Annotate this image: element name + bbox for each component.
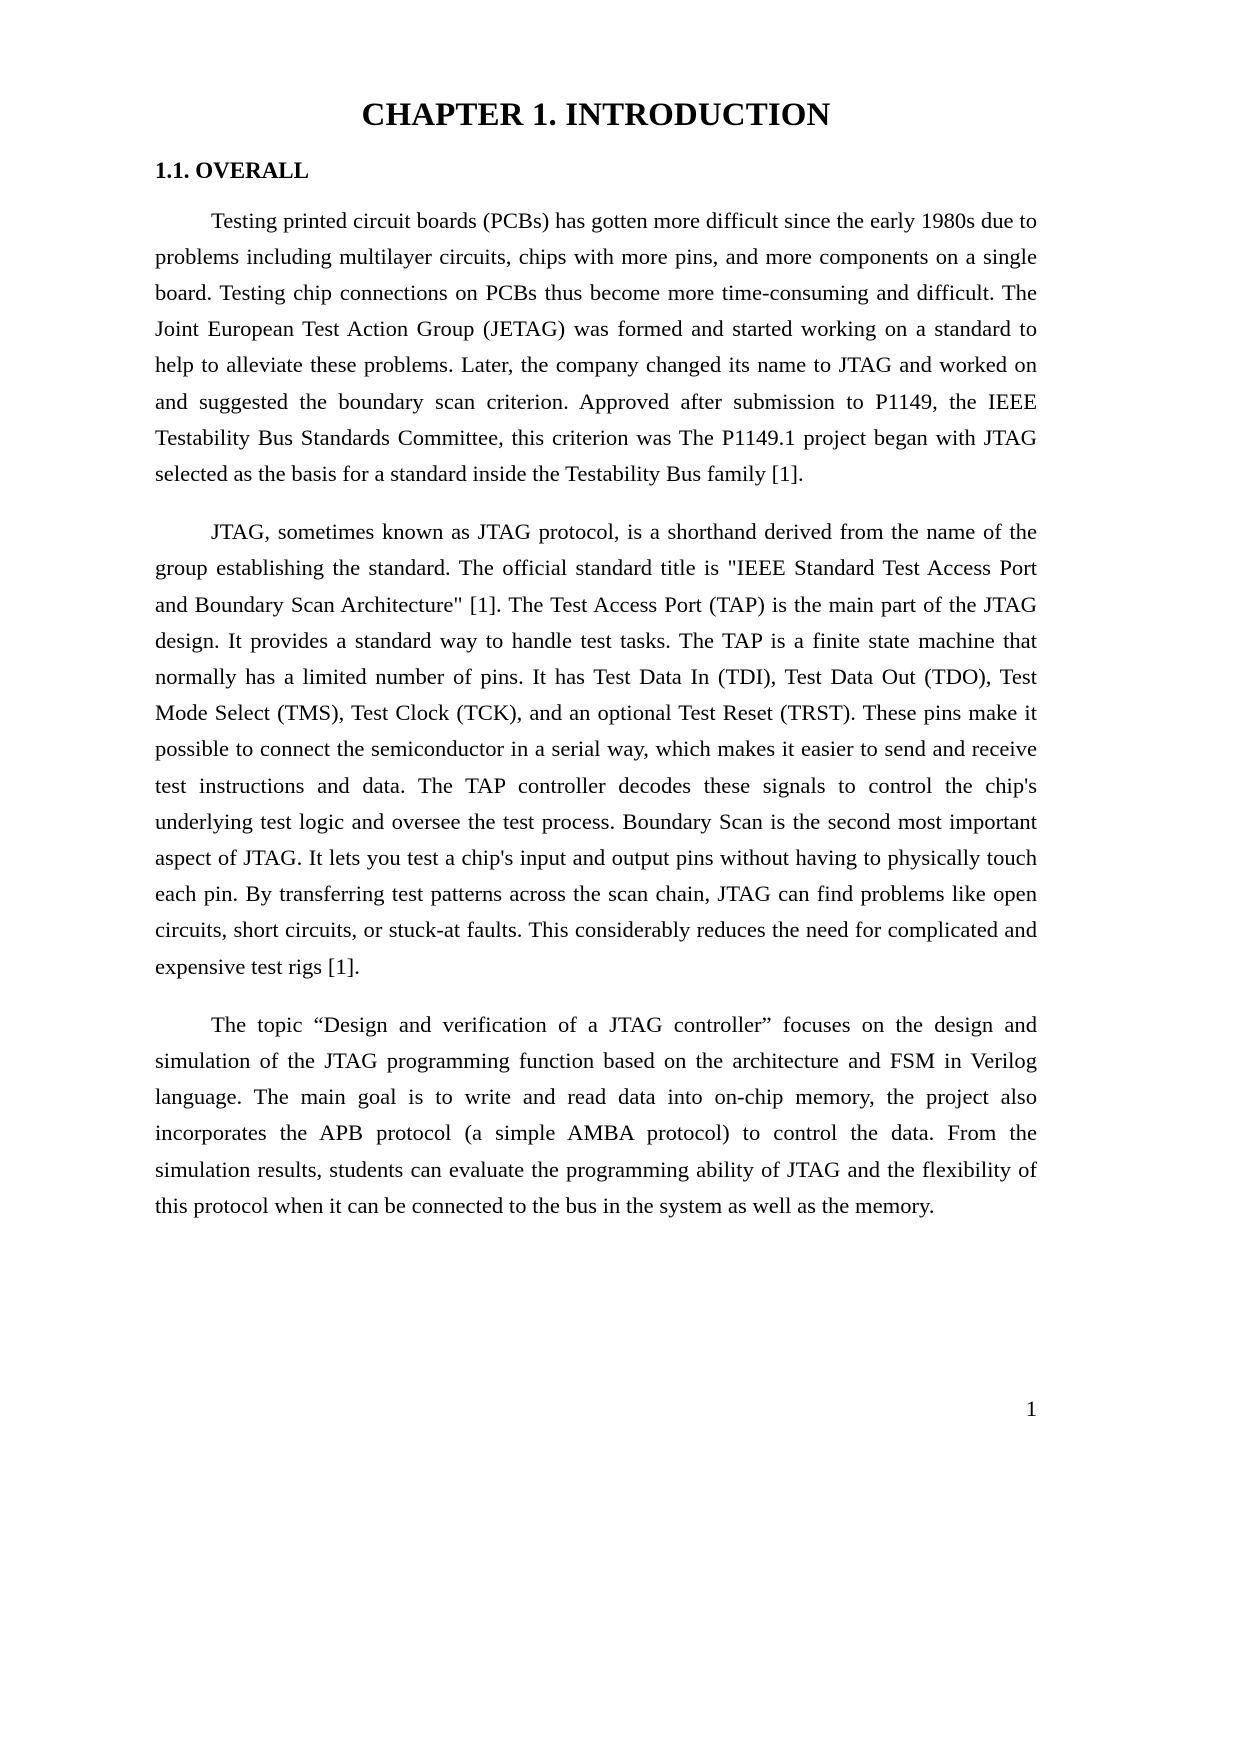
chapter-title: CHAPTER 1. INTRODUCTION bbox=[361, 97, 831, 133]
document-text-frame bbox=[155, 96, 1037, 1224]
paragraph-1: Testing printed circuit boards (PCBs) has gotten more difficult since the early 1980s due to problems including multilayer circuits, chips with more pins, and more components on a single board. Testing chip connections on PCBs thus become more time-consuming and difficult. The Joint European Test Action Group (JETAG) was formed and started working on a standard to help to alleviate these problems. Later, the company changed its name to JTAG and worked on and suggested the boundary scan criterion. Approved after submission to P1149, the IEEE Testability Bus Standards Committee, this criterion was The P1149.1 project began with JTAG selected as the basis for a standard inside the Testability Bus family [1]. bbox=[155, 207, 1037, 486]
page-number: 1 bbox=[1025, 1396, 1037, 1421]
paragraph-2: JTAG, sometimes known as JTAG protocol, is a shorthand derived from the name of the group establishing the standard. The official standard title is "IEEE Standard Test Access Port and Boundary Scan Architecture" [1]. The Test Access Port (TAP) is the main part of the JTAG design. It provides a standard way to handle test tasks. The TAP is a finite state machine that normally has a limited number of pins. It has Test Data In (TDI), Test Data Out (TDO), Test Mode Select (TMS), Test Clock (TCK), and an optional Test Reset (TRST). These pins make it possible to connect the semiconductor in a serial way, which makes it easier to send and receive test instructions and data. The TAP controller decodes these signals to control the chip's underlying test logic and oversee the test process. Boundary Scan is the second most important aspect of JTAG. It lets you test a chip's input and output pins without having to physically touch each pin. By transferring test patterns across the scan chain, JTAG can find problems like open circuits, short circuits, or stuck-at faults. This considerably reduces the need for complicated and expensive test rigs [1]. bbox=[155, 519, 1037, 979]
section-heading-overall: 1.1. OVERALL bbox=[155, 157, 309, 183]
paragraph-3: The topic “Design and verification of a JTAG controller” focuses on the design and simulation of the JTAG programming function based on the architecture and FSM in Verilog language. The main goal is to write and read data into on-chip memory, the project also incorporates the APB protocol (a simple AMBA protocol) to control the data. From the simulation results, students can evaluate the programming ability of JTAG and the flexibility of this protocol when it can be connected to the bus in the system as well as the memory. bbox=[155, 1011, 1037, 1218]
